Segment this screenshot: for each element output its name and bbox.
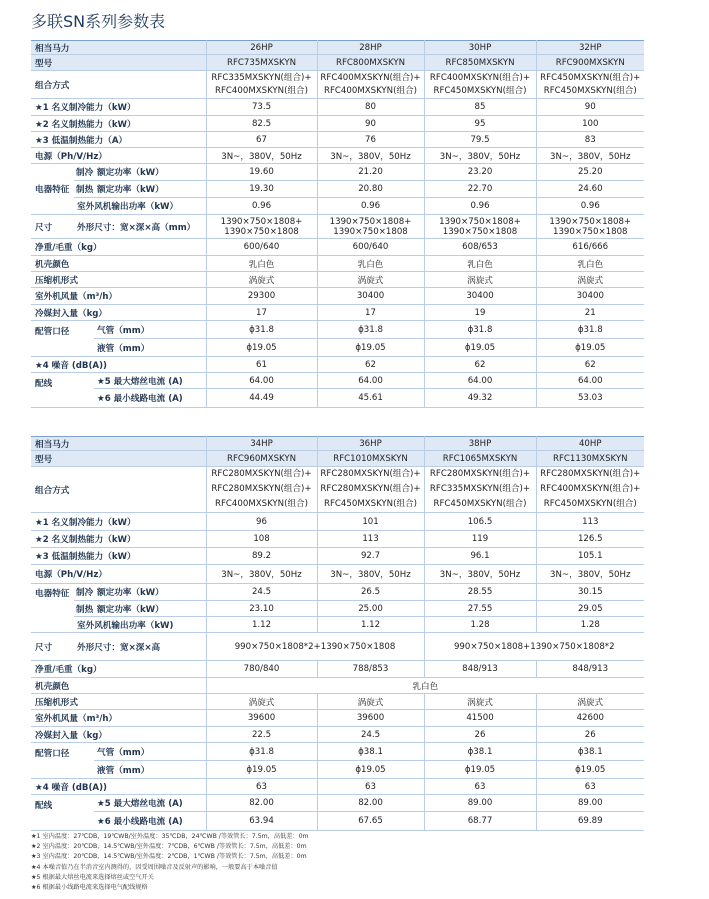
lowheat-value: 67 — [206, 132, 317, 148]
combo-line: RFC400MXSKYN(组合) — [215, 499, 308, 509]
color-value: 乳白色 — [206, 678, 644, 694]
row-minwire — [31, 812, 644, 831]
pipe-label: 配管口径 — [31, 743, 94, 779]
dims-line: 1390×750×1808 — [224, 226, 299, 237]
weight-value: 600/640 — [317, 239, 424, 256]
cool-short-label: 制冷 — [74, 164, 94, 181]
weight-value: 848/913 — [424, 661, 536, 678]
row-heat — [31, 531, 644, 548]
row-weight — [31, 661, 644, 678]
cool-rated-value: 25.20 — [536, 164, 644, 181]
combo-line: RFC280MXSKYN(组合)+ — [320, 469, 421, 479]
power-value: 3N~，380V，50Hz — [536, 565, 644, 584]
weight-value: 848/913 — [536, 661, 644, 678]
fan-value: 0.96 — [424, 198, 536, 215]
lowheat-value: 96.1 — [424, 548, 536, 565]
weight-value: 616/666 — [536, 239, 644, 256]
row-air — [31, 710, 644, 727]
rated-label: 额定功率（kW） — [94, 181, 206, 198]
heat-rated-value: 19.30 — [206, 181, 317, 198]
combo-line: RFC400MXSKYN(组合)+ — [540, 484, 641, 494]
fan-value: 1.28 — [424, 617, 536, 633]
combo-line: RFC280MXSKYN(组合)+ — [429, 469, 531, 479]
combo-line: RFC280MXSKYN(组合)+ — [540, 469, 641, 479]
gas-value: ϕ38.1 — [317, 743, 424, 761]
heat-value: 100 — [536, 116, 644, 132]
comp-value: 涡旋式 — [424, 272, 536, 288]
air-value: 30400 — [536, 288, 644, 305]
row-gas — [31, 743, 644, 761]
cool-value: 73.5 — [206, 99, 317, 116]
dims-label: 外形尺寸：宽×深×高 — [74, 633, 206, 661]
row-heat-rated — [31, 601, 644, 617]
row-model — [31, 55, 644, 71]
hp-label: 相当马力 — [31, 41, 206, 55]
heat-label: ★2 名义制热能力（kW） — [31, 116, 206, 132]
cool-short-label: 制冷 — [74, 584, 94, 601]
cool-rated-value: 19.60 — [206, 164, 317, 181]
dims-value — [536, 215, 644, 239]
model-label: 型号 — [31, 451, 206, 467]
combo-line: RFC450MXSKYN(组合) — [433, 499, 527, 509]
row-cool — [31, 99, 644, 116]
row-comp — [31, 272, 644, 288]
color-label: 机壳颜色 — [31, 256, 206, 272]
fuse-label: ★5 最大熔丝电流 (A) — [94, 795, 206, 812]
liq-value: ϕ19.05 — [317, 339, 424, 357]
row-noise — [31, 779, 644, 795]
cool-rated-value: 26.5 — [317, 584, 424, 601]
cool-rated-value: 30.15 — [536, 584, 644, 601]
row-noise — [31, 357, 644, 373]
combo-value — [206, 467, 317, 513]
noise-label: ★4 噪音 (dB(A)) — [31, 779, 206, 795]
heat-rated-value: 24.60 — [536, 181, 644, 198]
minwire-value: 63.94 — [206, 812, 317, 831]
cool-rated-value: 23.20 — [424, 164, 536, 181]
dims-line: 1390×750×1808+ — [549, 216, 632, 227]
heat-rated-value: 22.70 — [424, 181, 536, 198]
refr-value: 19 — [424, 305, 536, 321]
noise-value: 61 — [206, 357, 317, 373]
minwire-value: 68.77 — [424, 812, 536, 831]
row-fuse — [31, 795, 644, 812]
fuse-value: 64.00 — [536, 373, 644, 389]
dims-line: 1390×750×1808 — [333, 226, 408, 237]
footnote: ★2 室内温度：20℃DB，14.5℃WB/室外温度：7℃DB，6℃WB /等效管长：7.5m，高低差：0m — [31, 843, 307, 851]
minwire-value: 67.65 — [317, 812, 424, 831]
page-title: 多联SN系列参数表 — [31, 12, 166, 31]
combo-line: RFC400MXSKYN(组合) — [215, 85, 308, 96]
model-value: RFC1010MXSKYN — [317, 451, 424, 467]
comp-value: 涡旋式 — [424, 694, 536, 710]
power-value: 3N~，380V，50Hz — [424, 565, 536, 584]
combo-line: RFC280MXSKYN(组合)+ — [320, 484, 421, 494]
fan-value: 1.28 — [536, 617, 644, 633]
cool-value: 85 — [424, 99, 536, 116]
fan-value: 0.96 — [317, 198, 424, 215]
liq-value: ϕ19.05 — [424, 339, 536, 357]
noise-value: 63 — [317, 779, 424, 795]
heat-value: 113 — [317, 531, 424, 548]
model-value: RFC735MXSKYN — [206, 55, 317, 71]
row-fan — [31, 617, 644, 633]
cool-value: 96 — [206, 513, 317, 531]
minwire-value: 45.61 — [317, 389, 424, 408]
air-label: 室外机风量（m³/h） — [31, 710, 206, 727]
fan-label: 室外风机输出功率（kW) — [74, 617, 206, 633]
lowheat-value: 83 — [536, 132, 644, 148]
cool-rated-value: 21.20 — [317, 164, 424, 181]
cool-rated-value: 28.55 — [424, 584, 536, 601]
row-lowheat — [31, 548, 644, 565]
power-value: 3N~，380V，50Hz — [536, 148, 644, 164]
dims-line: 1390×750×1808+ — [329, 216, 412, 227]
comp-value: 涡旋式 — [206, 694, 317, 710]
row-liq — [31, 761, 644, 779]
model-value: RFC960MXSKYN — [206, 451, 317, 467]
heat-short-label: 制热 — [74, 181, 94, 198]
combo-value — [206, 71, 317, 99]
lowheat-value: 76 — [317, 132, 424, 148]
dims-value: 990×750×1808+1390×750×1808*2 — [424, 633, 644, 661]
row-hp — [31, 437, 644, 451]
elec-label: 电器特征 — [31, 584, 74, 633]
refr-value: 21 — [536, 305, 644, 321]
noise-value: 63 — [536, 779, 644, 795]
dims-value — [424, 215, 536, 239]
liq-value: ϕ19.05 — [536, 761, 644, 779]
cool-label: ★1 名义制冷能力（kW） — [31, 99, 206, 116]
comp-value: 涡旋式 — [317, 272, 424, 288]
noise-value: 63 — [206, 779, 317, 795]
dims-value — [206, 215, 317, 239]
air-label: 室外机风量（m³/h） — [31, 288, 206, 305]
footnote: ★5 根据最大熔丝电流来选择熔丝或空气开关 — [31, 873, 154, 881]
minwire-value: 44.49 — [206, 389, 317, 408]
combo-line: RFC335MXSKYN(组合)+ — [211, 72, 312, 83]
model-value: RFC900MXSKYN — [536, 55, 644, 71]
weight-label: 净重/毛重（kg） — [31, 239, 206, 256]
power-label: 电源（Ph/V/Hz） — [31, 565, 206, 584]
color-value: 乳白色 — [206, 256, 317, 272]
power-value: 3N~，380V，50Hz — [424, 148, 536, 164]
refr-value: 26 — [424, 727, 536, 743]
fuse-label: ★5 最大熔丝电流 (A) — [94, 373, 206, 389]
hp-value: 30HP — [424, 41, 536, 55]
power-label: 电源（Ph/V/Hz） — [31, 148, 206, 164]
air-value: 39600 — [317, 710, 424, 727]
fan-value: 1.12 — [206, 617, 317, 633]
size-label: 尺寸 — [31, 215, 74, 239]
liq-value: ϕ19.05 — [317, 761, 424, 779]
lowheat-value: 92.7 — [317, 548, 424, 565]
refr-value: 17 — [317, 305, 424, 321]
combo-line: RFC400MXSKYN(组合)+ — [320, 72, 421, 83]
air-value: 29300 — [206, 288, 317, 305]
weight-value: 608/653 — [424, 239, 536, 256]
hp-value: 38HP — [424, 437, 536, 451]
row-combo — [31, 467, 644, 513]
color-value: 乳白色 — [424, 256, 536, 272]
fuse-value: 82.00 — [317, 795, 424, 812]
row-liq — [31, 339, 644, 357]
liq-value: ϕ19.05 — [206, 761, 317, 779]
air-value: 39600 — [206, 710, 317, 727]
row-air — [31, 288, 644, 305]
weight-value: 780/840 — [206, 661, 317, 678]
gas-value: ϕ31.8 — [206, 743, 317, 761]
power-value: 3N~，380V，50Hz — [206, 565, 317, 584]
row-weight — [31, 239, 644, 256]
row-minwire — [31, 389, 644, 408]
wiring-label: 配线 — [31, 373, 94, 408]
size-label: 尺寸 — [31, 633, 74, 661]
refr-value: 24.5 — [317, 727, 424, 743]
fan-label: 室外风机输出功率（kW） — [74, 198, 206, 215]
heat-value: 95 — [424, 116, 536, 132]
liq-value: ϕ19.05 — [536, 339, 644, 357]
rated-label: 额定功率（kW） — [94, 164, 206, 181]
combo-value — [424, 71, 536, 99]
hp-value: 40HP — [536, 437, 644, 451]
heat-short-label: 制热 — [74, 601, 94, 617]
hp-value: 28HP — [317, 41, 424, 55]
combo-line: RFC450MXSKYN(组合)+ — [540, 72, 641, 83]
minwire-value: 49.32 — [424, 389, 536, 408]
heat-rated-value: 23.10 — [206, 601, 317, 617]
heat-value: 126.5 — [536, 531, 644, 548]
minwire-label: ★6 最小线路电流 (A) — [94, 389, 206, 408]
model-value: RFC800MXSKYN — [317, 55, 424, 71]
comp-label: 压缩机形式 — [31, 694, 206, 710]
pipe-label: 配管口径 — [31, 321, 94, 357]
lowheat-label: ★3 低温制热能力（kW） — [31, 548, 206, 565]
row-dims — [31, 215, 644, 239]
fan-value: 1.12 — [317, 617, 424, 633]
combo-value — [424, 467, 536, 513]
fan-value: 0.96 — [206, 198, 317, 215]
hp-label: 相当马力 — [31, 437, 206, 451]
weight-value: 788/853 — [317, 661, 424, 678]
fuse-value: 64.00 — [206, 373, 317, 389]
noise-value: 62 — [317, 357, 424, 373]
comp-value: 涡旋式 — [536, 272, 644, 288]
combo-line: RFC400MXSKYN(组合) — [324, 85, 417, 96]
combo-line: RFC450MXSKYN(组合) — [433, 85, 527, 96]
row-power — [31, 148, 644, 164]
row-combo — [31, 71, 644, 99]
gas-value: ϕ31.8 — [424, 321, 536, 339]
refr-value: 26 — [536, 727, 644, 743]
gas-value: ϕ31.8 — [206, 321, 317, 339]
air-value: 41500 — [424, 710, 536, 727]
heat-value: 82.5 — [206, 116, 317, 132]
heat-rated-value: 29.05 — [536, 601, 644, 617]
hp-value: 36HP — [317, 437, 424, 451]
fuse-value: 89.00 — [424, 795, 536, 812]
dims-line: 1390×750×1808+ — [220, 216, 303, 227]
row-comp — [31, 694, 644, 710]
noise-value: 63 — [424, 779, 536, 795]
minwire-label: ★6 最小线路电流 (A) — [94, 812, 206, 831]
row-heat — [31, 116, 644, 132]
heat-rated-value: 25.00 — [317, 601, 424, 617]
model-value: RFC1065MXSKYN — [424, 451, 536, 467]
rated-label: 额定功率（kW） — [94, 584, 206, 601]
air-value: 42600 — [536, 710, 644, 727]
cool-value: 113 — [536, 513, 644, 531]
liq-value: ϕ19.05 — [424, 761, 536, 779]
combo-line: RFC450MXSKYN(组合) — [324, 499, 417, 509]
footnote: ★4 本噪音值乃在半消音室内测得的，因受周围噪音及反射声的影响，一般要高于本噪音值 — [31, 863, 278, 871]
cool-value: 80 — [317, 99, 424, 116]
gas-value: ϕ31.8 — [536, 321, 644, 339]
power-value: 3N~，380V，50Hz — [206, 148, 317, 164]
lowheat-value: 79.5 — [424, 132, 536, 148]
minwire-value: 69.89 — [536, 812, 644, 831]
gas-value: ϕ38.1 — [424, 743, 536, 761]
weight-value: 600/640 — [206, 239, 317, 256]
wiring-label: 配线 — [31, 795, 94, 831]
gas-label: 气管（mm） — [94, 743, 206, 761]
heat-rated-value: 20.80 — [317, 181, 424, 198]
hp-value: 34HP — [206, 437, 317, 451]
footnote: ★1 室内温度：27℃DB，19℃WB/室外温度：35℃DB，24℃WB /等效管长：7.5m，高低差：0m — [31, 833, 309, 840]
combo-line: RFC280MXSKYN(组合)+ — [211, 484, 312, 494]
refr-label: 冷媒封入量（kg） — [31, 305, 206, 321]
comp-value: 涡旋式 — [536, 694, 644, 710]
heat-rated-value: 27.55 — [424, 601, 536, 617]
row-fuse — [31, 373, 644, 389]
row-cool-rated — [31, 164, 644, 181]
cool-rated-value: 24.5 — [206, 584, 317, 601]
model-value: RFC850MXSKYN — [424, 55, 536, 71]
spec-table-1 — [31, 40, 644, 408]
cool-value: 101 — [317, 513, 424, 531]
noise-label: ★4 噪音 (dB(A)) — [31, 357, 206, 373]
fan-value: 0.96 — [536, 198, 644, 215]
combo-line: RFC400MXSKYN(组合)+ — [429, 72, 531, 83]
lowheat-value: 89.2 — [206, 548, 317, 565]
row-refr — [31, 305, 644, 321]
power-value: 3N~，380V，50Hz — [317, 148, 424, 164]
combo-label: 组合方式 — [31, 467, 206, 513]
liq-value: ϕ19.05 — [206, 339, 317, 357]
cool-value: 90 — [536, 99, 644, 116]
comp-value: 涡旋式 — [206, 272, 317, 288]
gas-value: ϕ38.1 — [536, 743, 644, 761]
row-dims — [31, 633, 644, 661]
gas-label: 气管（mm） — [94, 321, 206, 339]
fuse-value: 64.00 — [424, 373, 536, 389]
row-model — [31, 451, 644, 467]
gas-value: ϕ31.8 — [317, 321, 424, 339]
heat-value: 119 — [424, 531, 536, 548]
dims-value: 990×750×1808*2+1390×750×1808 — [206, 633, 424, 661]
combo-line: RFC450MXSKYN(组合) — [543, 499, 637, 509]
combo-line: RFC335MXSKYN(组合)+ — [429, 484, 531, 494]
row-fan — [31, 198, 644, 215]
fuse-value: 82.00 — [206, 795, 317, 812]
model-label: 型号 — [31, 55, 206, 71]
heat-label: ★2 名义制热能力（kW） — [31, 531, 206, 548]
dims-line: 1390×750×1808 — [442, 226, 518, 237]
color-value: 乳白色 — [536, 256, 644, 272]
row-color — [31, 256, 644, 272]
comp-value: 涡旋式 — [317, 694, 424, 710]
combo-line: RFC280MXSKYN(组合)+ — [211, 469, 312, 479]
row-power — [31, 565, 644, 584]
minwire-value: 53.03 — [536, 389, 644, 408]
row-hp — [31, 41, 644, 55]
row-heat-rated — [31, 181, 644, 198]
heat-value: 108 — [206, 531, 317, 548]
comp-label: 压缩机形式 — [31, 272, 206, 288]
color-label: 机壳颜色 — [31, 678, 206, 694]
row-cool-rated — [31, 584, 644, 601]
noise-value: 62 — [424, 357, 536, 373]
row-gas — [31, 321, 644, 339]
refr-value: 22.5 — [206, 727, 317, 743]
cool-value: 106.5 — [424, 513, 536, 531]
liq-label: 液管（mm） — [94, 761, 206, 779]
color-value: 乳白色 — [317, 256, 424, 272]
refr-label: 冷媒封入量（kg） — [31, 727, 206, 743]
footnotes — [31, 832, 309, 893]
combo-label: 组合方式 — [31, 71, 206, 99]
liq-label: 液管（mm） — [94, 339, 206, 357]
lowheat-value: 105.1 — [536, 548, 644, 565]
dims-line: 1390×750×1808 — [552, 226, 628, 237]
cool-label: ★1 名义制冷能力（kW） — [31, 513, 206, 531]
lowheat-label: ★3 低温制热能力（A） — [31, 132, 206, 148]
air-value: 30400 — [424, 288, 536, 305]
footnote: ★3 室内温度：20℃DB，14.5℃WB/室外温度：2℃DB，1℃WB /等效管长：7.5m，高低差：0m — [31, 853, 307, 861]
dims-label: 外形尺寸：宽×深×高（mm） — [74, 215, 206, 239]
row-refr — [31, 727, 644, 743]
row-lowheat — [31, 132, 644, 148]
refr-value: 17 — [206, 305, 317, 321]
hp-value: 26HP — [206, 41, 317, 55]
power-value: 3N~，380V，50Hz — [317, 565, 424, 584]
noise-value: 62 — [536, 357, 644, 373]
air-value: 30400 — [317, 288, 424, 305]
elec-label: 电器特征 — [31, 164, 74, 215]
heat-value: 90 — [317, 116, 424, 132]
dims-line: 1390×750×1808+ — [439, 216, 521, 227]
fuse-value: 89.00 — [536, 795, 644, 812]
combo-value — [536, 467, 644, 513]
row-color — [31, 678, 644, 694]
dims-value — [317, 215, 424, 239]
model-value: RFC1130MXSKYN — [536, 451, 644, 467]
weight-label: 净重/毛重（kg） — [31, 661, 206, 678]
combo-value — [317, 71, 424, 99]
rated-label: 额定功率（kW） — [94, 601, 206, 617]
spec-table-2 — [31, 436, 644, 831]
hp-value: 32HP — [536, 41, 644, 55]
combo-value — [317, 467, 424, 513]
row-cool — [31, 513, 644, 531]
combo-value — [536, 71, 644, 99]
footnote: ★6 根据最小线路电流来选择电气配线规格 — [31, 884, 148, 892]
combo-line: RFC450MXSKYN(组合) — [543, 85, 637, 96]
fuse-value: 64.00 — [317, 373, 424, 389]
